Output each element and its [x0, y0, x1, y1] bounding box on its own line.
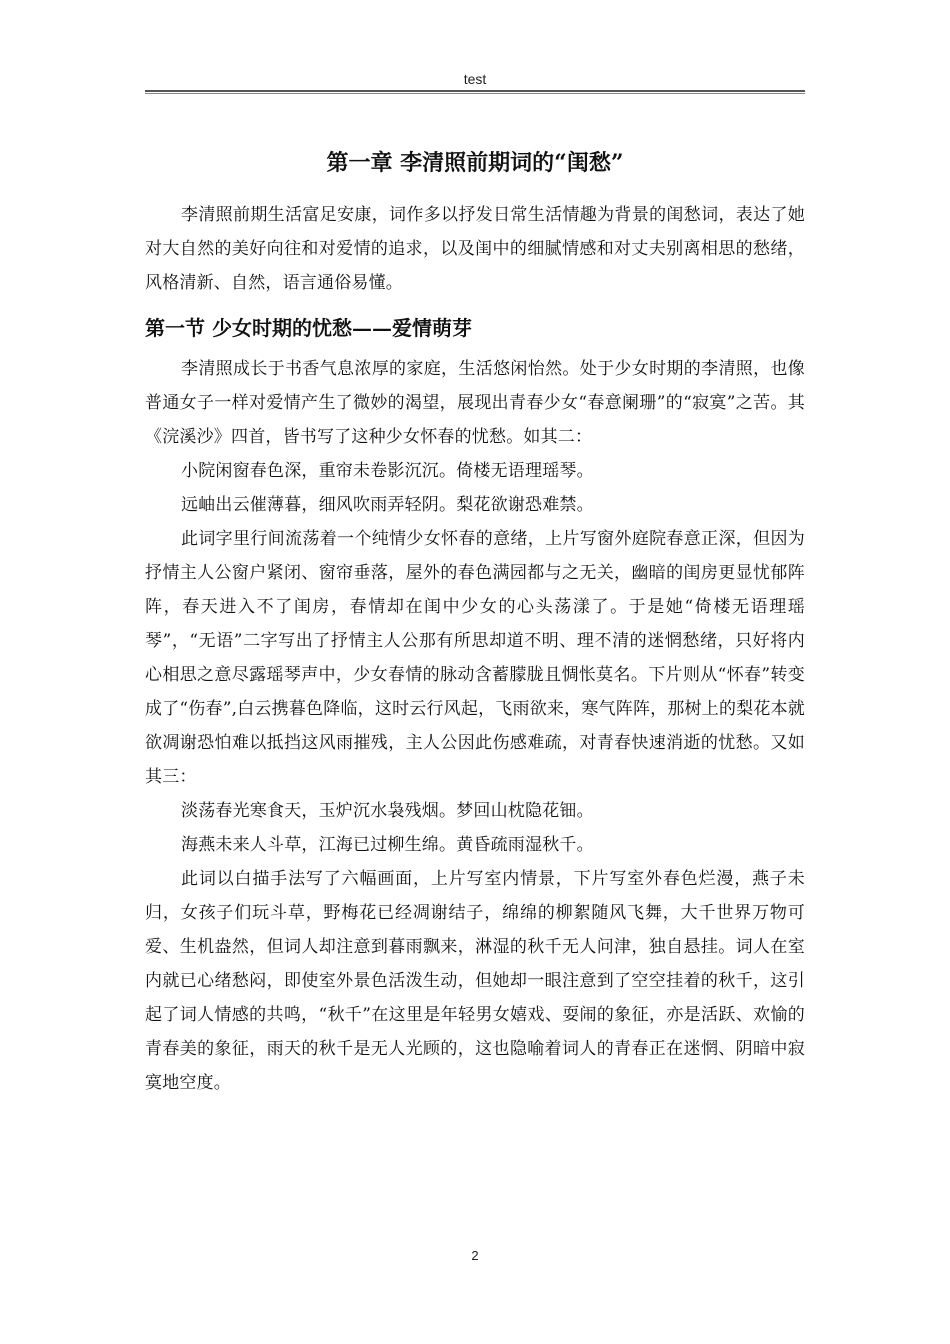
document-body — [145, 148, 805, 1100]
section-title: 第一节 少女时期的忧愁——爱情萌芽 — [145, 316, 472, 340]
page-header: test — [463, 71, 487, 87]
poem-line: 远岫出云催薄暮，细风吹雨弄轻阴。梨花欲谢恐难禁。 — [181, 495, 594, 515]
header-rule-thin — [145, 93, 805, 94]
paragraph: 此词字里行间流荡着一个纯情少女怀春的意绪，上片写窗外庭院春意正深，但因为抒情主人公窗户紧闭、窗帘垂落，屋外的春色满园都与之无关，幽暗的闺房更显忧郁阵阵，春天进入不了闺房，春情却在闺中少女的心头荡漾了。于是她“倚楼无语理瑶琴”，“无语”二字写出了抒情主人公那有所思却道不明、理不清的迷惘愁绪，只好将内心相思之意尽露瑶琴声中，少女春情的脉动含蓄朦胧且惆怅莫名。下片则从“怀春”转变成了“伤春”,白云携暮色降临，这时云行风起，飞雨欲来，寒气阵阵，那树上的梨花本就欲凋谢恐怕难以抵挡这风雨摧残，主人公因此伤感难疏，对青春快速消逝的忧愁。又如其三： — [145, 529, 805, 787]
chapter-intro: 李清照前期生活富足安康，词作多以抒发日常生活情趣为背景的闺愁词，表达了她对大自然的美好向往和对爱情的追求，以及闺中的细腻情感和对丈夫别离相思的愁绪，风格清新、自然，语言通俗易懂。 — [145, 205, 805, 293]
poem-line: 淡荡春光寒食天，玉炉沉水袅残烟。梦回山枕隐花钿。 — [181, 801, 594, 821]
paragraph: 李清照成长于书香气息浓厚的家庭，生活悠闲怡然。处于少女时期的李清照，也像普通女子一样对爱情产生了微妙的渴望，展现出青春少女“春意阑珊”的“寂寞”之苦。其《浣溪沙》四首，皆书写了这种少女怀春的忧愁。如其二： — [145, 359, 805, 447]
chapter-title: 第一章 李清照前期词的“闺愁” — [326, 150, 624, 176]
paragraph: 此词以白描手法写了六幅画面，上片写室内情景，下片写室外春色烂漫，燕子未归，女孩子们玩斗草，野梅花已经凋谢结子，绵绵的柳絮随风飞舞，大千世界万物可爱、生机盎然，但词人却注意到暮雨飘来，淋湿的秋千无人问津，独自悬挂。词人在室内就已心绪愁闷，即使室外景色活泼生动，但她却一眼注意到了空空挂着的秋千，这引起了词人情感的共鸣，“秋千”在这里是年轻男女嬉戏、耍闹的象征，亦是活跃、欢愉的青春美的象征，雨天的秋千是无人光顾的，这也隐喻着词人的青春正在迷惘、阴暗中寂寞地空度。 — [145, 869, 805, 1093]
poem-line: 海燕未来人斗草，江海已过柳生绵。黄昏疏雨湿秋千。 — [181, 835, 594, 855]
poem-line: 小院闲窗春色深，重帘未卷影沉沉。倚楼无语理瑶琴。 — [181, 461, 594, 481]
header-rule — [145, 90, 805, 92]
page-number: 2 — [471, 1248, 479, 1263]
